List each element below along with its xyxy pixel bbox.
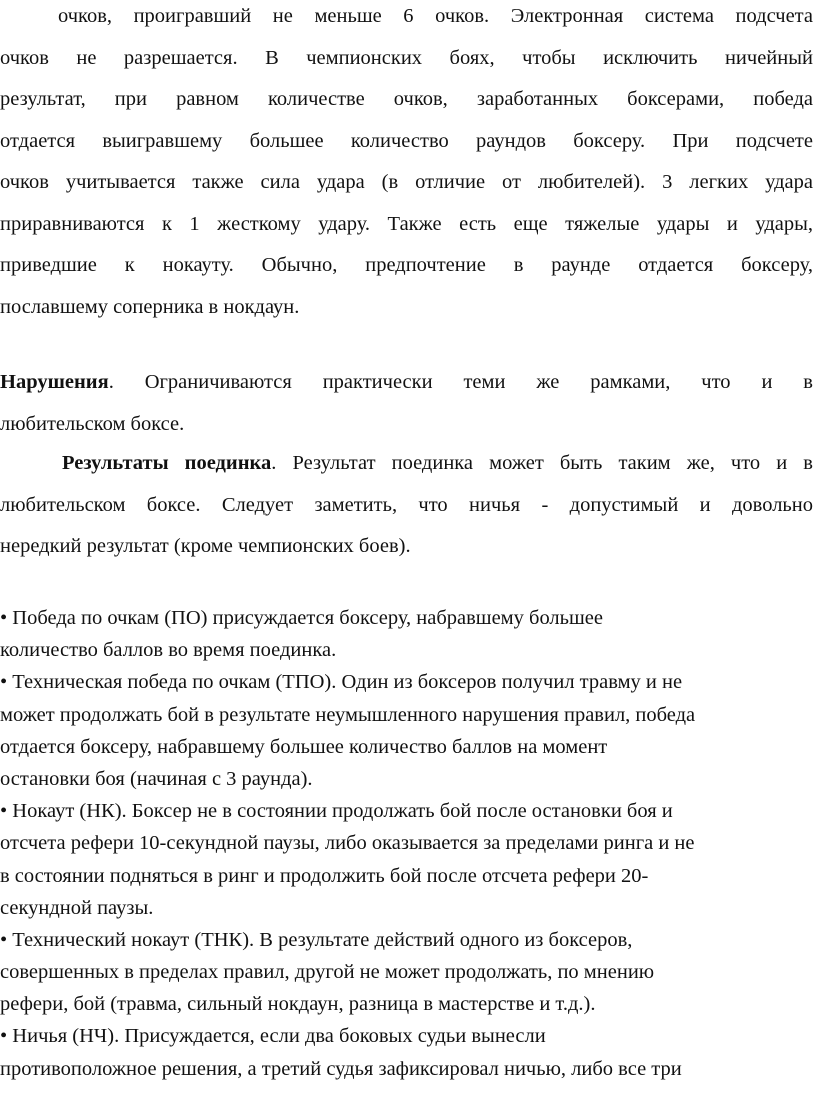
paragraph-violations bbox=[0, 362, 813, 445]
text-run: . Результат поединка может быть таким же, что и в bbox=[271, 452, 813, 474]
list-item: • Победа по очкам (ПО) присуждается боксеру, набравшему большее bbox=[0, 607, 603, 629]
text-line: любительском боксе. bbox=[0, 412, 185, 435]
text-line: приравниваются к 1 жесткому удару. Также есть еще тяжелые удары и удары, bbox=[0, 212, 813, 235]
list-item: совершенных в пределах правил, другой не может продолжать, по мнению bbox=[0, 961, 655, 984]
results-list bbox=[0, 602, 816, 1085]
text-run: . Ограничиваются практически теми же рамками, что и в bbox=[108, 371, 813, 393]
text-line: очков не разрешается. В чемпионских боях, чтобы исключить ничейный bbox=[0, 46, 813, 69]
text-line: нередкий результат (кроме чемпионских боев). bbox=[0, 535, 411, 557]
list-item: • Нокаут (НК). Боксер не в состоянии продолжать бой после остановки боя и bbox=[0, 800, 673, 823]
list-item: • Ничья (НЧ). Присуждается, если два боковых судьи вынесли bbox=[0, 1025, 546, 1048]
list-item: количество баллов во время поединка. bbox=[0, 639, 337, 662]
text-line: результат, при равном количестве очков, заработанных боксерами, победа bbox=[0, 88, 813, 110]
list-item: рефери, бой (травма, сильный нокдаун, разница в мастерстве и т.д.). bbox=[0, 993, 596, 1016]
text-line: приведшие к нокауту. Обычно, предпочтение в раунде отдается боксеру, bbox=[0, 254, 813, 276]
text-line: пославшему соперника в нокдаун. bbox=[0, 295, 300, 318]
text-line: очков, проигравший не меньше 6 очков. Электронная система подсчета bbox=[58, 5, 813, 27]
list-item: отдается боксеру, набравшему большее количество баллов на момент bbox=[0, 735, 608, 758]
text-line: любительском боксе. Следует заметить, что ничья - допустимый и довольно bbox=[0, 493, 813, 516]
list-item: в состоянии подняться в ринг и продолжить бой после отсчета рефери 20- bbox=[0, 864, 649, 887]
list-item: секундной паузы. bbox=[0, 896, 154, 919]
paragraph-results bbox=[0, 443, 813, 568]
list-item: • Технический нокаут (ТНК). В результате действий одного из боксеров, bbox=[0, 928, 633, 951]
text-line bbox=[0, 443, 813, 485]
list-item: противоположное решения, а третий судья зафиксировал ничью, либо все три bbox=[0, 1057, 682, 1080]
heading-results: Результаты поединка bbox=[62, 452, 272, 474]
text-line: очков учитывается также сила удара (в отличие от любителей). 3 легких удара bbox=[0, 171, 813, 193]
list-item: • Техническая победа по очкам (ТПО). Один из боксеров получил травму и не bbox=[0, 671, 683, 694]
paragraph-scoring bbox=[0, 0, 813, 328]
list-item: может продолжать бой в результате неумышленного нарушения правил, победа bbox=[0, 703, 696, 726]
text-line bbox=[0, 362, 813, 404]
text-line: отдается выигравшему большее количество раундов боксеру. При подсчете bbox=[0, 129, 813, 152]
list-item: остановки боя (начиная с 3 раунда). bbox=[0, 767, 313, 790]
list-item: отсчета рефери 10-секундной паузы, либо оказывается за пределами ринга и не bbox=[0, 832, 695, 855]
heading-violations: Нарушения bbox=[0, 371, 109, 393]
